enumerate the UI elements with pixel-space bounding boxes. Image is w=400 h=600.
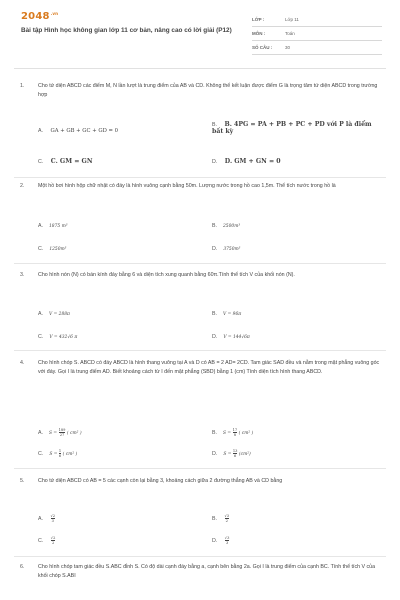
option-5c[interactable]: C. $\frac{√2}{2}$ — [38, 536, 56, 545]
option-3c[interactable]: C. V = 432√6 π — [38, 334, 78, 340]
question-text: Một hồ bơi hình hộp chữ nhật có đáy là hình vuông cạnh bằng 50m. Lượng nước trong hồ cao 1,5m. Thể tích nước trong hồ là — [38, 183, 336, 189]
header-divider — [14, 68, 386, 69]
option-1d[interactable]: D. D. GM + GN = 0 — [212, 158, 281, 165]
option-4d[interactable]: D. S = $\frac{13}{6} (cm^2)$ — [212, 449, 251, 458]
option-4b[interactable]: B. S = $\frac{17}{8}$ ( cm² ) — [212, 428, 254, 437]
option-4a[interactable]: A. S = $\frac{189}{27}$ ( cm² ) — [38, 428, 82, 437]
question-text: Cho hình nón (N) có bán kính đáy bằng 6 và diện tích xung quanh bằng 60π.Tính thể tích V của khối nón (N). — [38, 272, 295, 278]
page-header — [0, 0, 400, 66]
option-5a[interactable]: A. $\frac{√2}{3}$ — [38, 514, 56, 523]
document-title: Bài tập Hình học không gian lớp 11 cơ bản, nâng cao có lời giải (P12) — [21, 27, 232, 34]
option-5b[interactable]: B. $\frac{√3}{2}$ — [212, 514, 230, 523]
option-5d[interactable]: D. $\frac{√3}{3}$ — [212, 536, 230, 545]
option-1b[interactable]: B. B. 4PG = PA + PB + PC + PD với P là điểm bất kỳ — [212, 121, 372, 135]
option-2a[interactable]: A. 1875 m³ — [38, 223, 68, 229]
meta-row-grade: LỚP : Lớp 11 — [252, 13, 382, 27]
meta-row-subject: MÔN : Toán — [252, 27, 382, 41]
site-logo[interactable]: $2048^{.vn}$ — [21, 11, 59, 22]
divider — [14, 263, 386, 264]
option-3b[interactable]: B. V = 96π — [212, 311, 242, 317]
option-3d[interactable]: D. V = 144√6π — [212, 334, 250, 340]
option-2d[interactable]: D. 3750m³ — [212, 246, 241, 252]
meta-table — [252, 13, 382, 55]
option-1c[interactable]: C. C. GM = GN — [38, 158, 93, 165]
divider — [14, 350, 386, 351]
question-text: Cho hình chóp S. ABCD có đáy ABCD là hình thang vuông tại A và D có AB = 2 AD= 2CD. Tam giác SAD đều và nằm trong mặt phẳng vuông góc với đáy. Gọi I là trung điểm AD. Biết khoảng cách từ I đến mặt phẳng (SBD) bằng 1 (cm) Tính diện tích hình thang ABCD. — [38, 360, 380, 375]
option-1a[interactable]: A. GA + GB + GC + GD = 0 — [38, 128, 119, 134]
meta-row-count: SỐ CÂU : 30 — [252, 41, 382, 55]
option-2c[interactable]: C. 1250m³ — [38, 246, 67, 252]
option-3a[interactable]: A. V = 288π — [38, 311, 70, 317]
option-2b[interactable]: B. 2500m³ — [212, 223, 241, 229]
question-text: Cho tứ diện ABCD có AB = 5 các cạnh còn lại bằng 3, khoảng cách giữa 2 đường thẳng AB và CD bằng — [38, 478, 283, 484]
divider — [14, 556, 386, 557]
divider — [14, 468, 386, 469]
question-text: Cho hình chóp tam giác đều S.ABC đỉnh S. Có độ dài cạnh đáy bằng a, cạnh bên bằng 2a. Gọi I là trung điểm của cạnh BC. Tính thể tích V của khối chóp S.ABI — [38, 564, 376, 579]
option-4c[interactable]: C. S = $\frac{1}{6}$ ( cm² ) — [38, 449, 78, 458]
divider — [14, 177, 386, 178]
question-text: Cho tứ diện ABCD các điểm M, N lần lượt là trung điểm của AB và CD. Không thể kết luận được điểm G là trọng tâm tứ diện ABCD trong trường hợp — [38, 83, 378, 98]
